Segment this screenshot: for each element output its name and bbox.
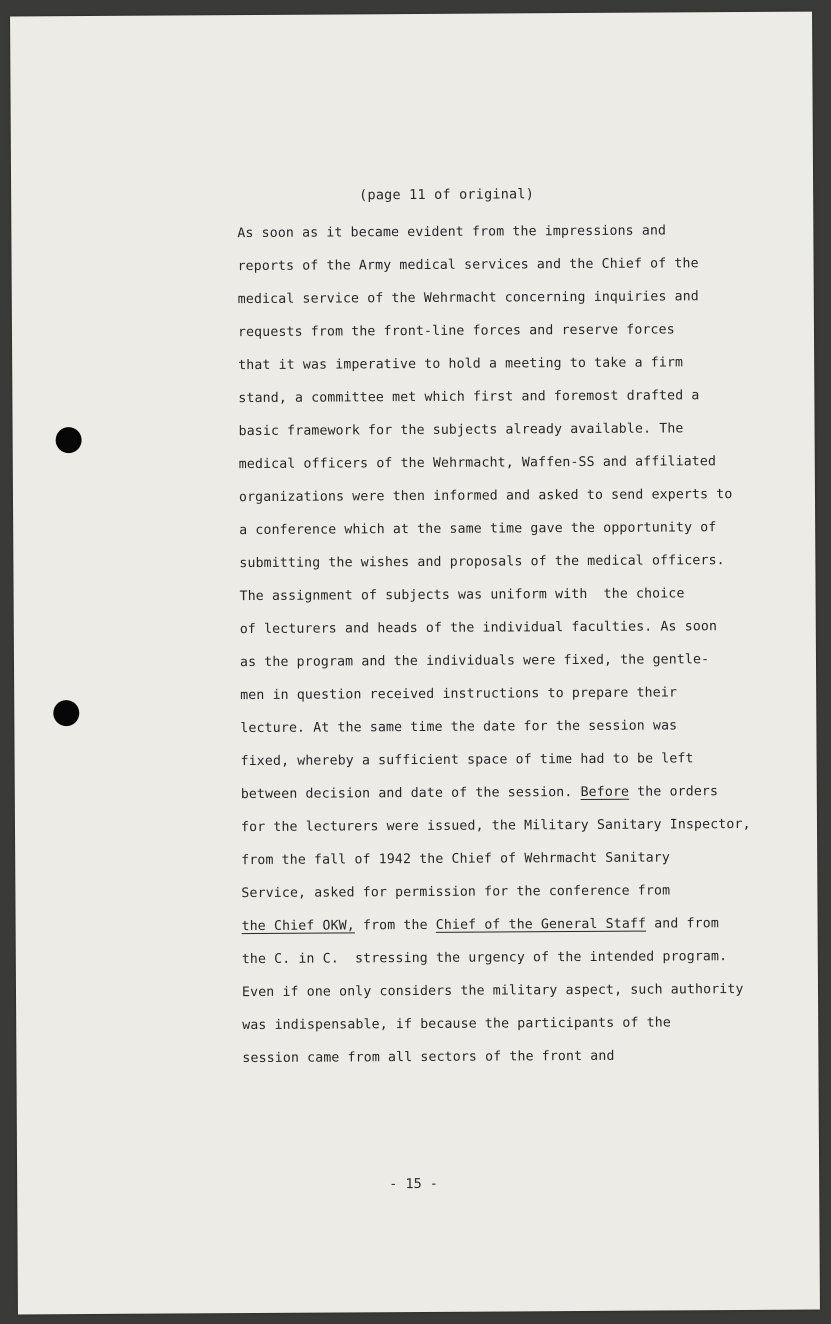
text-segment: the C. in C. stressing the urgency of the intended program. (241, 949, 728, 968)
text-line (242, 907, 802, 943)
text-segment: was indispensable, if because the participants of the (242, 1015, 671, 1034)
text-segment: Service, asked for permission for the conference from (241, 883, 671, 902)
text-segment: Even if one only considers the military aspect, such authority (241, 981, 744, 1001)
text-line (240, 610, 800, 646)
text-line (239, 577, 799, 613)
text-segment: between decision and date of the session. (240, 784, 581, 803)
text-line (238, 346, 798, 382)
text-line (237, 214, 797, 250)
text-line (238, 412, 798, 448)
text-line (237, 247, 797, 283)
text-line (241, 841, 801, 877)
document-page (10, 12, 820, 1315)
page-number: - 15 - (389, 1175, 439, 1193)
underlined-text: Chief of the General Staff (435, 916, 647, 933)
text-line (238, 379, 798, 415)
text-segment: medical service of the Wehrmacht concerning inquiries and (237, 289, 699, 308)
text-segment: the orders (629, 784, 719, 800)
text-line (242, 940, 802, 976)
text-segment: of lecturers and heads of the individual faculties. As soon (239, 619, 718, 638)
text-line (239, 478, 799, 514)
text-line (240, 643, 800, 679)
text-segment: that it was imperative to hold a meeting to take a firm (238, 355, 684, 374)
text-segment: lecture. At the same time the date for the session was (240, 718, 678, 737)
punch-hole (56, 427, 82, 453)
underlined-text: the Chief OKW, (241, 918, 355, 935)
text-line (239, 445, 799, 481)
text-line (240, 709, 800, 745)
text-segment: As soon as it became evident from the impressions and (237, 223, 667, 242)
text-line (238, 313, 798, 349)
text-line (242, 973, 802, 1009)
text-line (240, 676, 800, 712)
text-segment: The assignment of subjects was uniform with the choice (239, 586, 685, 605)
text-line (239, 511, 799, 547)
text-segment: fixed, whereby a sufficient space of time had to be left (240, 751, 694, 770)
text-line (241, 775, 801, 811)
page-heading: (page 11 of original) (359, 186, 535, 204)
text-segment: for the lecturers were issued, the Military Sanitary Inspector, (240, 816, 751, 836)
text-line (239, 544, 799, 580)
text-segment: from the fall of 1942 the Chief of Wehrmacht Sanitary (241, 850, 670, 869)
punch-hole (53, 700, 79, 726)
text-segment: reports of the Army medical services and the Chief of the (237, 256, 699, 275)
text-segment: organizations were then informed and asked to send experts to (238, 487, 733, 506)
text-segment: basic framework for the subjects already available. The (238, 421, 684, 440)
text-line (241, 808, 801, 844)
text-segment: session came from all sectors of the front and (242, 1048, 615, 1067)
text-line (241, 874, 801, 910)
text-line (242, 1006, 802, 1042)
body-text (237, 214, 802, 1075)
text-segment: requests from the front-line forces and reserve forces (237, 322, 675, 341)
text-segment: men in question received instructions to prepare their (240, 685, 678, 704)
text-segment: submitting the wishes and proposals of the medical officers. (239, 553, 725, 572)
text-segment: a conference which at the same time gave the opportunity of (239, 520, 717, 539)
text-segment: as the program and the individuals were fixed, the gentle- (239, 652, 710, 671)
text-segment: medical officers of the Wehrmacht, Waffen-SS and affiliated (238, 454, 717, 473)
text-line (238, 280, 798, 316)
text-segment: from the (354, 917, 436, 934)
underlined-text: Before (580, 784, 630, 800)
text-segment: stand, a committee met which first and foremost drafted a (238, 388, 700, 407)
text-line (240, 742, 800, 778)
text-line (242, 1039, 802, 1075)
text-segment: and from (646, 916, 719, 932)
